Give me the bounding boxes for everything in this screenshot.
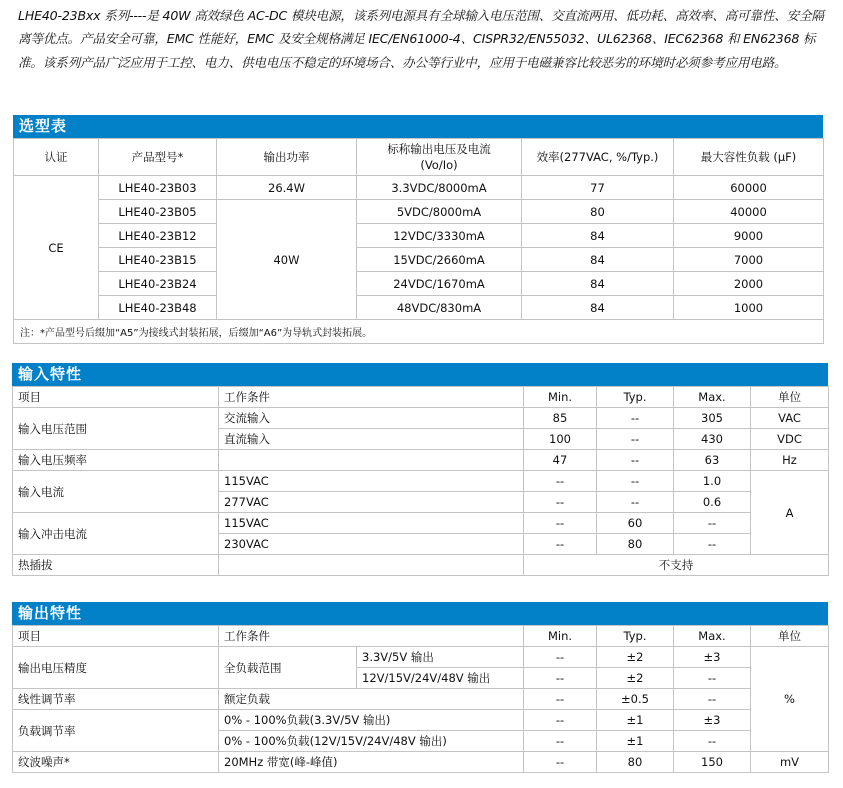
model-cell: LHE40-23B24 [99, 272, 217, 296]
col-header-min: Min. [524, 626, 597, 647]
table-row [14, 248, 824, 272]
input-characteristics-section [12, 363, 828, 576]
max-cap-cell: 7000 [674, 248, 824, 272]
table-row [14, 176, 824, 200]
table-row [13, 647, 829, 668]
condition-cell: 115VAC [219, 513, 524, 534]
model-cell: LHE40-23B15 [99, 248, 217, 272]
power-cell: 40W [217, 200, 357, 320]
item-cell: 输出电压精度 [13, 647, 219, 689]
section-title-selection: 选型表 [13, 115, 823, 138]
table-row [14, 200, 824, 224]
max-cap-cell: 2000 [674, 272, 824, 296]
max-cell: 63 [674, 450, 751, 471]
table-row [13, 555, 829, 576]
col-header-condition: 工作条件 [219, 626, 524, 647]
section-title-input: 输入特性 [12, 363, 828, 386]
output-characteristics-table [12, 625, 829, 773]
typ-cell: ±1 [597, 710, 674, 731]
condition-cell [219, 555, 524, 576]
max-cell: 150 [674, 752, 751, 773]
table-row [14, 272, 824, 296]
min-cell: -- [524, 471, 597, 492]
efficiency-cell: 84 [522, 296, 674, 320]
max-cap-cell: 60000 [674, 176, 824, 200]
header-line: 标称输出电压及电流 [387, 142, 491, 156]
efficiency-cell: 84 [522, 224, 674, 248]
table-header-row [13, 626, 829, 647]
table-header-row [13, 387, 829, 408]
selection-table-section [13, 115, 823, 344]
max-cell: -- [674, 513, 751, 534]
efficiency-cell: 80 [522, 200, 674, 224]
efficiency-cell: 84 [522, 272, 674, 296]
table-row [14, 296, 824, 320]
power-cell: 26.4W [217, 176, 357, 200]
selection-table [13, 138, 824, 344]
item-cell: 纹波噪声* [13, 752, 219, 773]
condition-cell: 额定负载 [219, 689, 524, 710]
model-cell: LHE40-23B05 [99, 200, 217, 224]
typ-cell: 80 [597, 534, 674, 555]
item-cell: 输入冲击电流 [13, 513, 219, 555]
max-cell: 1.0 [674, 471, 751, 492]
condition-cell: 0% - 100%负载(12V/15V/24V/48V 输出) [219, 731, 524, 752]
voltage-current-cell: 15VDC/2660mA [357, 248, 522, 272]
item-cell: 输入电压频率 [13, 450, 219, 471]
col-header-condition: 工作条件 [219, 387, 524, 408]
typ-cell: -- [597, 408, 674, 429]
min-cell: -- [524, 647, 597, 668]
voltage-current-cell: 12VDC/3330mA [357, 224, 522, 248]
model-cell: LHE40-23B03 [99, 176, 217, 200]
item-cell: 输入电流 [13, 471, 219, 513]
typ-cell: ±2 [597, 647, 674, 668]
max-cell: 430 [674, 429, 751, 450]
efficiency-cell: 77 [522, 176, 674, 200]
max-cap-cell: 40000 [674, 200, 824, 224]
typ-cell: ±1 [597, 731, 674, 752]
table-row [13, 710, 829, 731]
efficiency-cell: 84 [522, 248, 674, 272]
typ-cell: ±2 [597, 668, 674, 689]
min-cell: -- [524, 689, 597, 710]
col-header-max-cap: 最大容性负载 (μF) [674, 139, 824, 176]
intro-paragraph: LHE40-23Bxx 系列----是 40W 高效绿色 AC-DC 模块电源，该系列电源具有全球输入电压范围、交直流两用、低功耗、高效率、高可靠性、安全隔离等优点。产品安全可靠，EMC 性能好，EMC 及安全规格满足 IEC/EN61000-4、CISPR32/EN55032、UL62368、IEC62368 和 EN62368 标准。该系列产品广泛应用于工控、电力、供电电压不稳定的环境场合、办公等行业中，应用于电磁兼容比较恶劣的环境时必须参考应用电路。 [18, 8, 824, 70]
sub-condition-cell: 3.3V/5V 输出 [357, 647, 524, 668]
item-cell: 负载调节率 [13, 710, 219, 752]
condition-cell: 277VAC [219, 492, 524, 513]
table-row [13, 752, 829, 773]
voltage-current-cell: 5VDC/8000mA [357, 200, 522, 224]
typ-cell: -- [597, 429, 674, 450]
unit-cell: A [751, 471, 829, 555]
unit-cell: % [751, 647, 829, 752]
col-header-max: Max. [674, 387, 751, 408]
note-row [14, 320, 824, 344]
col-header-min: Min. [524, 387, 597, 408]
item-cell: 热插拔 [13, 555, 219, 576]
max-cell: -- [674, 731, 751, 752]
voltage-current-cell: 24VDC/1670mA [357, 272, 522, 296]
output-characteristics-section [12, 602, 828, 773]
sub-condition-cell: 12V/15V/24V/48V 输出 [357, 668, 524, 689]
typ-cell: 60 [597, 513, 674, 534]
table-row [14, 224, 824, 248]
item-cell: 输入电压范围 [13, 408, 219, 450]
unit-cell: VAC [751, 408, 829, 429]
min-cell: 47 [524, 450, 597, 471]
typ-cell: 80 [597, 752, 674, 773]
max-cell: ±3 [674, 710, 751, 731]
voltage-current-cell: 3.3VDC/8000mA [357, 176, 522, 200]
min-cell: 85 [524, 408, 597, 429]
table-row [13, 471, 829, 492]
max-cell: 305 [674, 408, 751, 429]
min-cell: -- [524, 668, 597, 689]
voltage-current-cell: 48VDC/830mA [357, 296, 522, 320]
condition-cell: 230VAC [219, 534, 524, 555]
unit-cell: Hz [751, 450, 829, 471]
selection-note: 注：*产品型号后缀加“A5”为接线式封装拓展，后缀加“A6”为导轨式封装拓展。 [14, 320, 824, 344]
col-header-unit: 单位 [751, 387, 829, 408]
unit-cell: mV [751, 752, 829, 773]
typ-cell: ±0.5 [597, 689, 674, 710]
min-cell: -- [524, 513, 597, 534]
col-header-model: 产品型号* [99, 139, 217, 176]
table-row [13, 689, 829, 710]
condition-cell: 直流输入 [219, 429, 524, 450]
col-header-power: 输出功率 [217, 139, 357, 176]
col-header-typ: Typ. [597, 387, 674, 408]
min-cell: -- [524, 710, 597, 731]
condition-cell: 20MHz 带宽(峰-峰值) [219, 752, 524, 773]
min-cell: -- [524, 534, 597, 555]
condition-cell: 交流输入 [219, 408, 524, 429]
condition-cell [219, 450, 524, 471]
table-header-row [14, 139, 824, 176]
max-cell: -- [674, 689, 751, 710]
min-cell: 100 [524, 429, 597, 450]
header-line: (Vo/Io) [420, 158, 458, 172]
max-cell: -- [674, 534, 751, 555]
max-cell: 0.6 [674, 492, 751, 513]
col-header-certification: 认证 [14, 139, 99, 176]
typ-cell: -- [597, 492, 674, 513]
table-row [13, 450, 829, 471]
col-header-efficiency: 效率(277VAC, %/Typ.) [522, 139, 674, 176]
model-cell: LHE40-23B48 [99, 296, 217, 320]
col-header-item: 项目 [13, 626, 219, 647]
col-header-item: 项目 [13, 387, 219, 408]
col-header-typ: Typ. [597, 626, 674, 647]
certification-cell: CE [14, 176, 99, 320]
typ-cell: -- [597, 450, 674, 471]
item-cell: 线性调节率 [13, 689, 219, 710]
value-cell: 不支持 [524, 555, 829, 576]
unit-cell: VDC [751, 429, 829, 450]
min-cell: -- [524, 492, 597, 513]
max-cap-cell: 9000 [674, 224, 824, 248]
max-cap-cell: 1000 [674, 296, 824, 320]
col-header-max: Max. [674, 626, 751, 647]
condition-cell: 全负载范围 [219, 647, 357, 689]
condition-cell: 0% - 100%负载(3.3V/5V 输出) [219, 710, 524, 731]
col-header-unit: 单位 [751, 626, 829, 647]
model-cell: LHE40-23B12 [99, 224, 217, 248]
input-characteristics-table [12, 386, 829, 576]
col-header-voltage-current [357, 139, 522, 176]
table-row [13, 513, 829, 534]
max-cell: -- [674, 668, 751, 689]
section-title-output: 输出特性 [12, 602, 828, 625]
table-row [13, 408, 829, 429]
min-cell: -- [524, 752, 597, 773]
min-cell: -- [524, 731, 597, 752]
typ-cell: -- [597, 471, 674, 492]
condition-cell: 115VAC [219, 471, 524, 492]
max-cell: ±3 [674, 647, 751, 668]
